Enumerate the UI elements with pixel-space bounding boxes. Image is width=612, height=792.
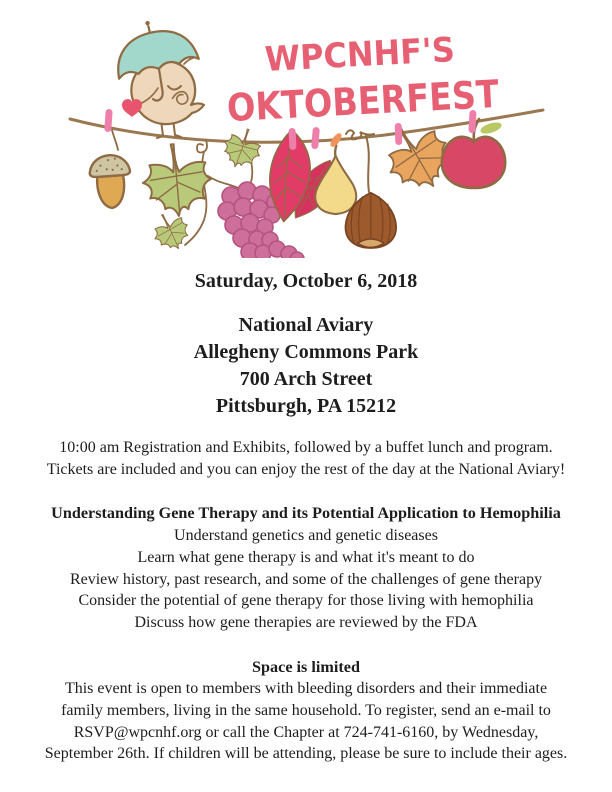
venue-street: 700 Arch Street — [239, 368, 373, 390]
program-item: Learn what gene therapy is and what it's meant to do — [137, 548, 475, 566]
flyer-title-line2: OKTOBERFEST — [225, 69, 538, 131]
program-item: Consider the potential of gene therapy for those living with hemophilia — [78, 592, 534, 610]
program-item: Review history, past research, and some of the challenges of gene therapy — [69, 570, 543, 588]
venue-block — [0, 312, 612, 420]
clothespin-icon — [311, 127, 320, 150]
program-item: Understand genetics and genetic diseases — [174, 527, 438, 545]
venue-city: Pittsburgh, PA 15212 — [215, 395, 397, 417]
clothespin-icon — [395, 123, 403, 145]
space-limited-heading: Space is limited — [252, 657, 360, 676]
flyer-title-line1: WPCNHF'S — [263, 29, 469, 80]
header-illustration — [0, 6, 612, 258]
event-date: Saturday, October 6, 2018 — [194, 270, 418, 292]
intro-line: 10:00 am Registration and Exhibits, followed by a buffet lunch and program. — [59, 439, 553, 456]
registration-line: This event is open to members with bleeding disorders and their immediate — [64, 680, 548, 698]
pear-icon — [315, 145, 356, 214]
program-list — [0, 525, 612, 634]
venue-park: Allegheny Commons Park — [193, 341, 419, 363]
intro-paragraph — [0, 437, 612, 480]
acorn-icon — [89, 154, 133, 209]
registration-line: family members, living in the same household. To register, send an e-mail to — [61, 702, 551, 720]
program-item: Discuss how gene therapies are reviewed by the FDA — [134, 613, 478, 631]
program-heading: Understanding Gene Therapy and its Potential Application to Hemophilia — [51, 504, 561, 523]
clothespin-icon — [288, 128, 296, 150]
registration-line: RSVP@wpcnhf.org or call the Chapter at 724-741-6160, by Wednesday, — [73, 723, 539, 741]
venue-name: National Aviary — [238, 314, 374, 336]
intro-line: Tickets are included and you can enjoy the rest of the day at the National Aviary! — [46, 460, 566, 478]
registration-paragraph — [0, 678, 612, 765]
registration-line: September 26th. If children will be attending, please be sure to include their ages. — [44, 745, 568, 763]
heart-beak-icon — [122, 99, 142, 117]
